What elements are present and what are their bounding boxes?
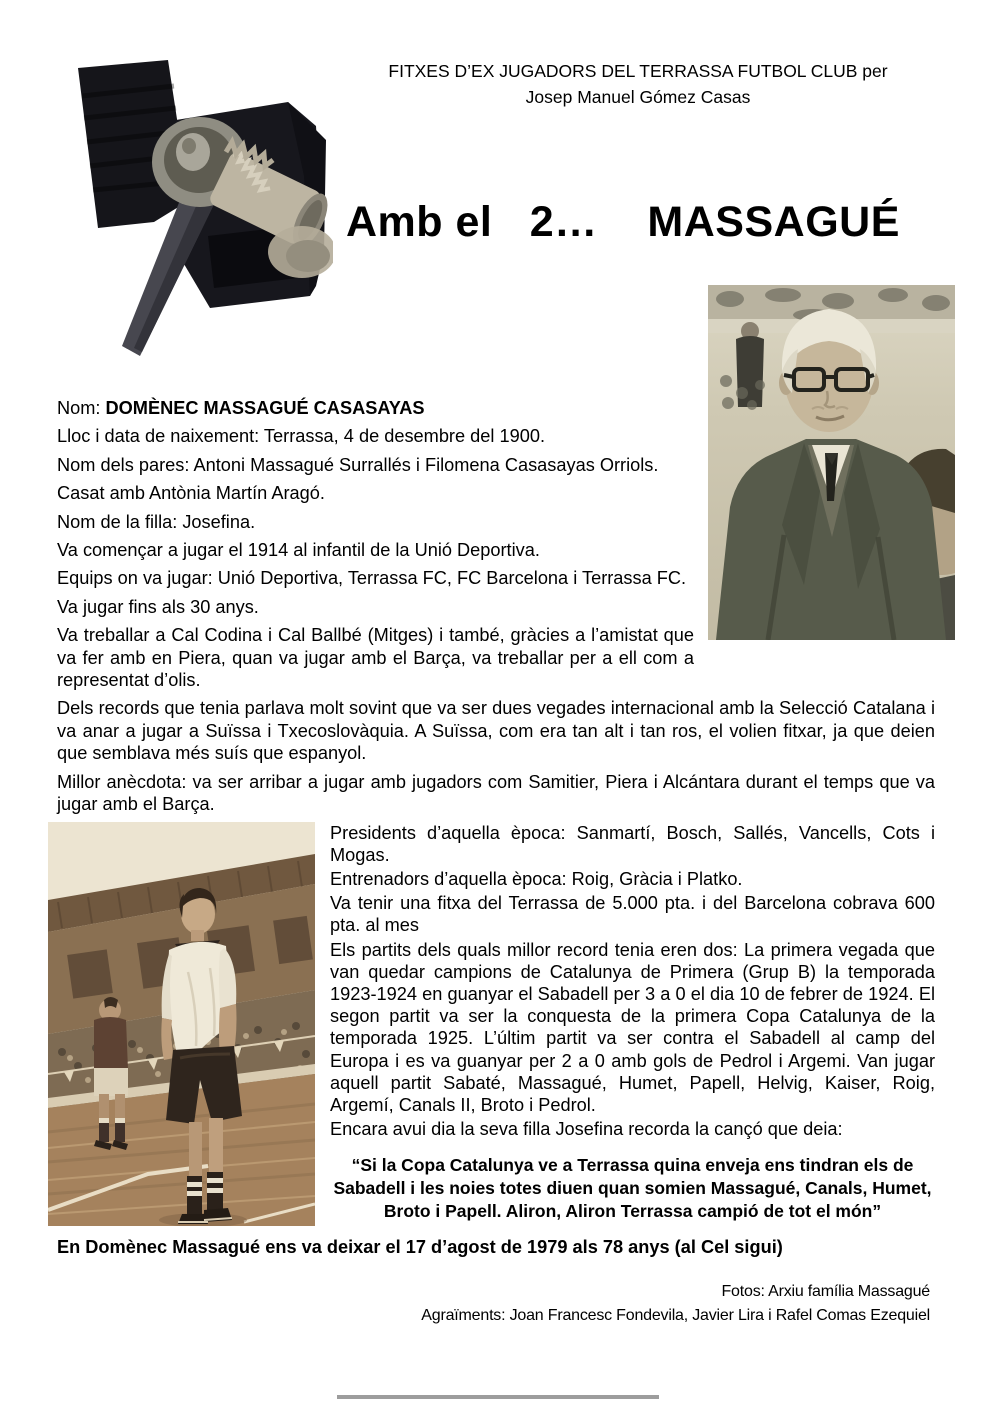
bio-daughter: Nom de la filla: Josefina. — [57, 511, 256, 532]
header-line2: Josep Manuel Gómez Casas — [525, 87, 751, 107]
acknowledgements: Agraïments: Joan Francesc Fondevila, Javier Lira i Rafel Comas Ezequiel — [421, 1306, 930, 1324]
bio-memories: Dels records que tenia parlava molt sovint que va ser dues vegades internacional amb la Selecció Catalana i va anar a jugar a Suïssa i Txecoslovàquia. A Suïssa, com era tan alt i tan ros, el volien fitxar, ja que deien que semblava més suís que espanyol. — [57, 698, 935, 764]
song-intro: Encara avui dia la seva filla Josefina recorda la cançó que deia: — [330, 1119, 843, 1140]
page-title: Amb el 2… MASSAGUÉ — [346, 198, 900, 246]
bio-anecdote: Millor anècdota: va ser arribar a jugar amb jugadors com Samitier, Piera i Alcántara durant el temps que va jugar amb el Barça. — [57, 771, 935, 815]
document-body — [57, 285, 935, 1328]
header-line1: FITXES D’EX JUGADORS DEL TERRASSA FUTBOL CLUB per — [388, 61, 888, 81]
player-photo — [48, 822, 315, 1226]
bio-parents: Nom dels pares: Antoni Massagué Surrallés i Filomena Casasayas Orriols. — [57, 454, 659, 475]
player-illustration — [48, 822, 315, 1226]
bio-name-value: DOMÈNEC MASSAGUÉ CASASAYAS — [105, 398, 425, 418]
career-fee: Va tenir una fitxa del Terrassa de 5.000 pta. i del Barcelona cobrava 600 pta. al mes — [330, 893, 935, 936]
bio-spouse: Casat amb Antònia Martín Aragó. — [57, 483, 325, 504]
death-line: En Domènec Massagué ens va deixar el 17 d’agost de 1979 als 78 anys (al Cel sigui) — [57, 1236, 783, 1257]
career-best-matches: Els partits dels quals millor record tenia eren dos: La primera vegada que van quedar campions de Catalunya de Primera (Grup B) la temporada 1923-1924 en guanyar el Sabadell per 3 a 0 el dia 10 de febrer de 1924. El segon partit va ser la conquesta de la primera Copa Catalunya de la temporada 1925. L’últim partit va ser contra el Sabadell al camp del Europa i es va guanyar per 2 a 0 amb gols de Pedrol i Argemi. Van jugar aquell partit Sabaté, Massagué, Humet, Papell, Helvig, Kaiser, Roig, Argemí, Canals II, Broto i Pedrol. — [330, 939, 935, 1115]
career-coaches: Entrenadors d’aquella època: Roig, Gràcia i Platko. — [330, 868, 743, 889]
song-quote: “Si la Copa Catalunya ve a Terrassa quina enveja ens tindran els de Sabadell i les noies totes diuen quan somien Massagué, Canals, Humet, Broto i Papell. Aliron, Aliron Terrassa campió de tot el món” — [333, 1155, 932, 1221]
bio-debut: Va començar a jugar el 1914 al infantil de la Unió Deportiva. — [57, 540, 540, 561]
bio-retired: Va jugar fins als 30 anys. — [57, 596, 259, 617]
portrait-illustration — [708, 285, 955, 640]
elderly-portrait-photo — [708, 285, 955, 640]
bio-birth: Lloc i data de naixement: Terrassa, 4 de desembre del 1900. — [57, 426, 545, 447]
career-presidents: Presidents d’aquella època: Sanmartí, Bosch, Sallés, Vancells, Cots i Mogas. — [330, 822, 935, 865]
document-header — [300, 58, 976, 110]
bio-name-label: Nom: — [57, 398, 106, 418]
photos-credit: Fotos: Arxiu família Massagué — [721, 1282, 930, 1300]
bio-teams: Equips on va jugar: Unió Deportiva, Terrassa FC, FC Barcelona i Terrassa FC. — [57, 568, 687, 589]
bio-work: Va treballar a Cal Codina i Cal Ballbé (Mitges) i també, gràcies a l’amistat que va fer amb en Piera, quan va jugar amb el Barça, va treballar per a ell com a representat d’olis. — [57, 625, 694, 691]
page-bottom-mark — [337, 1395, 659, 1399]
